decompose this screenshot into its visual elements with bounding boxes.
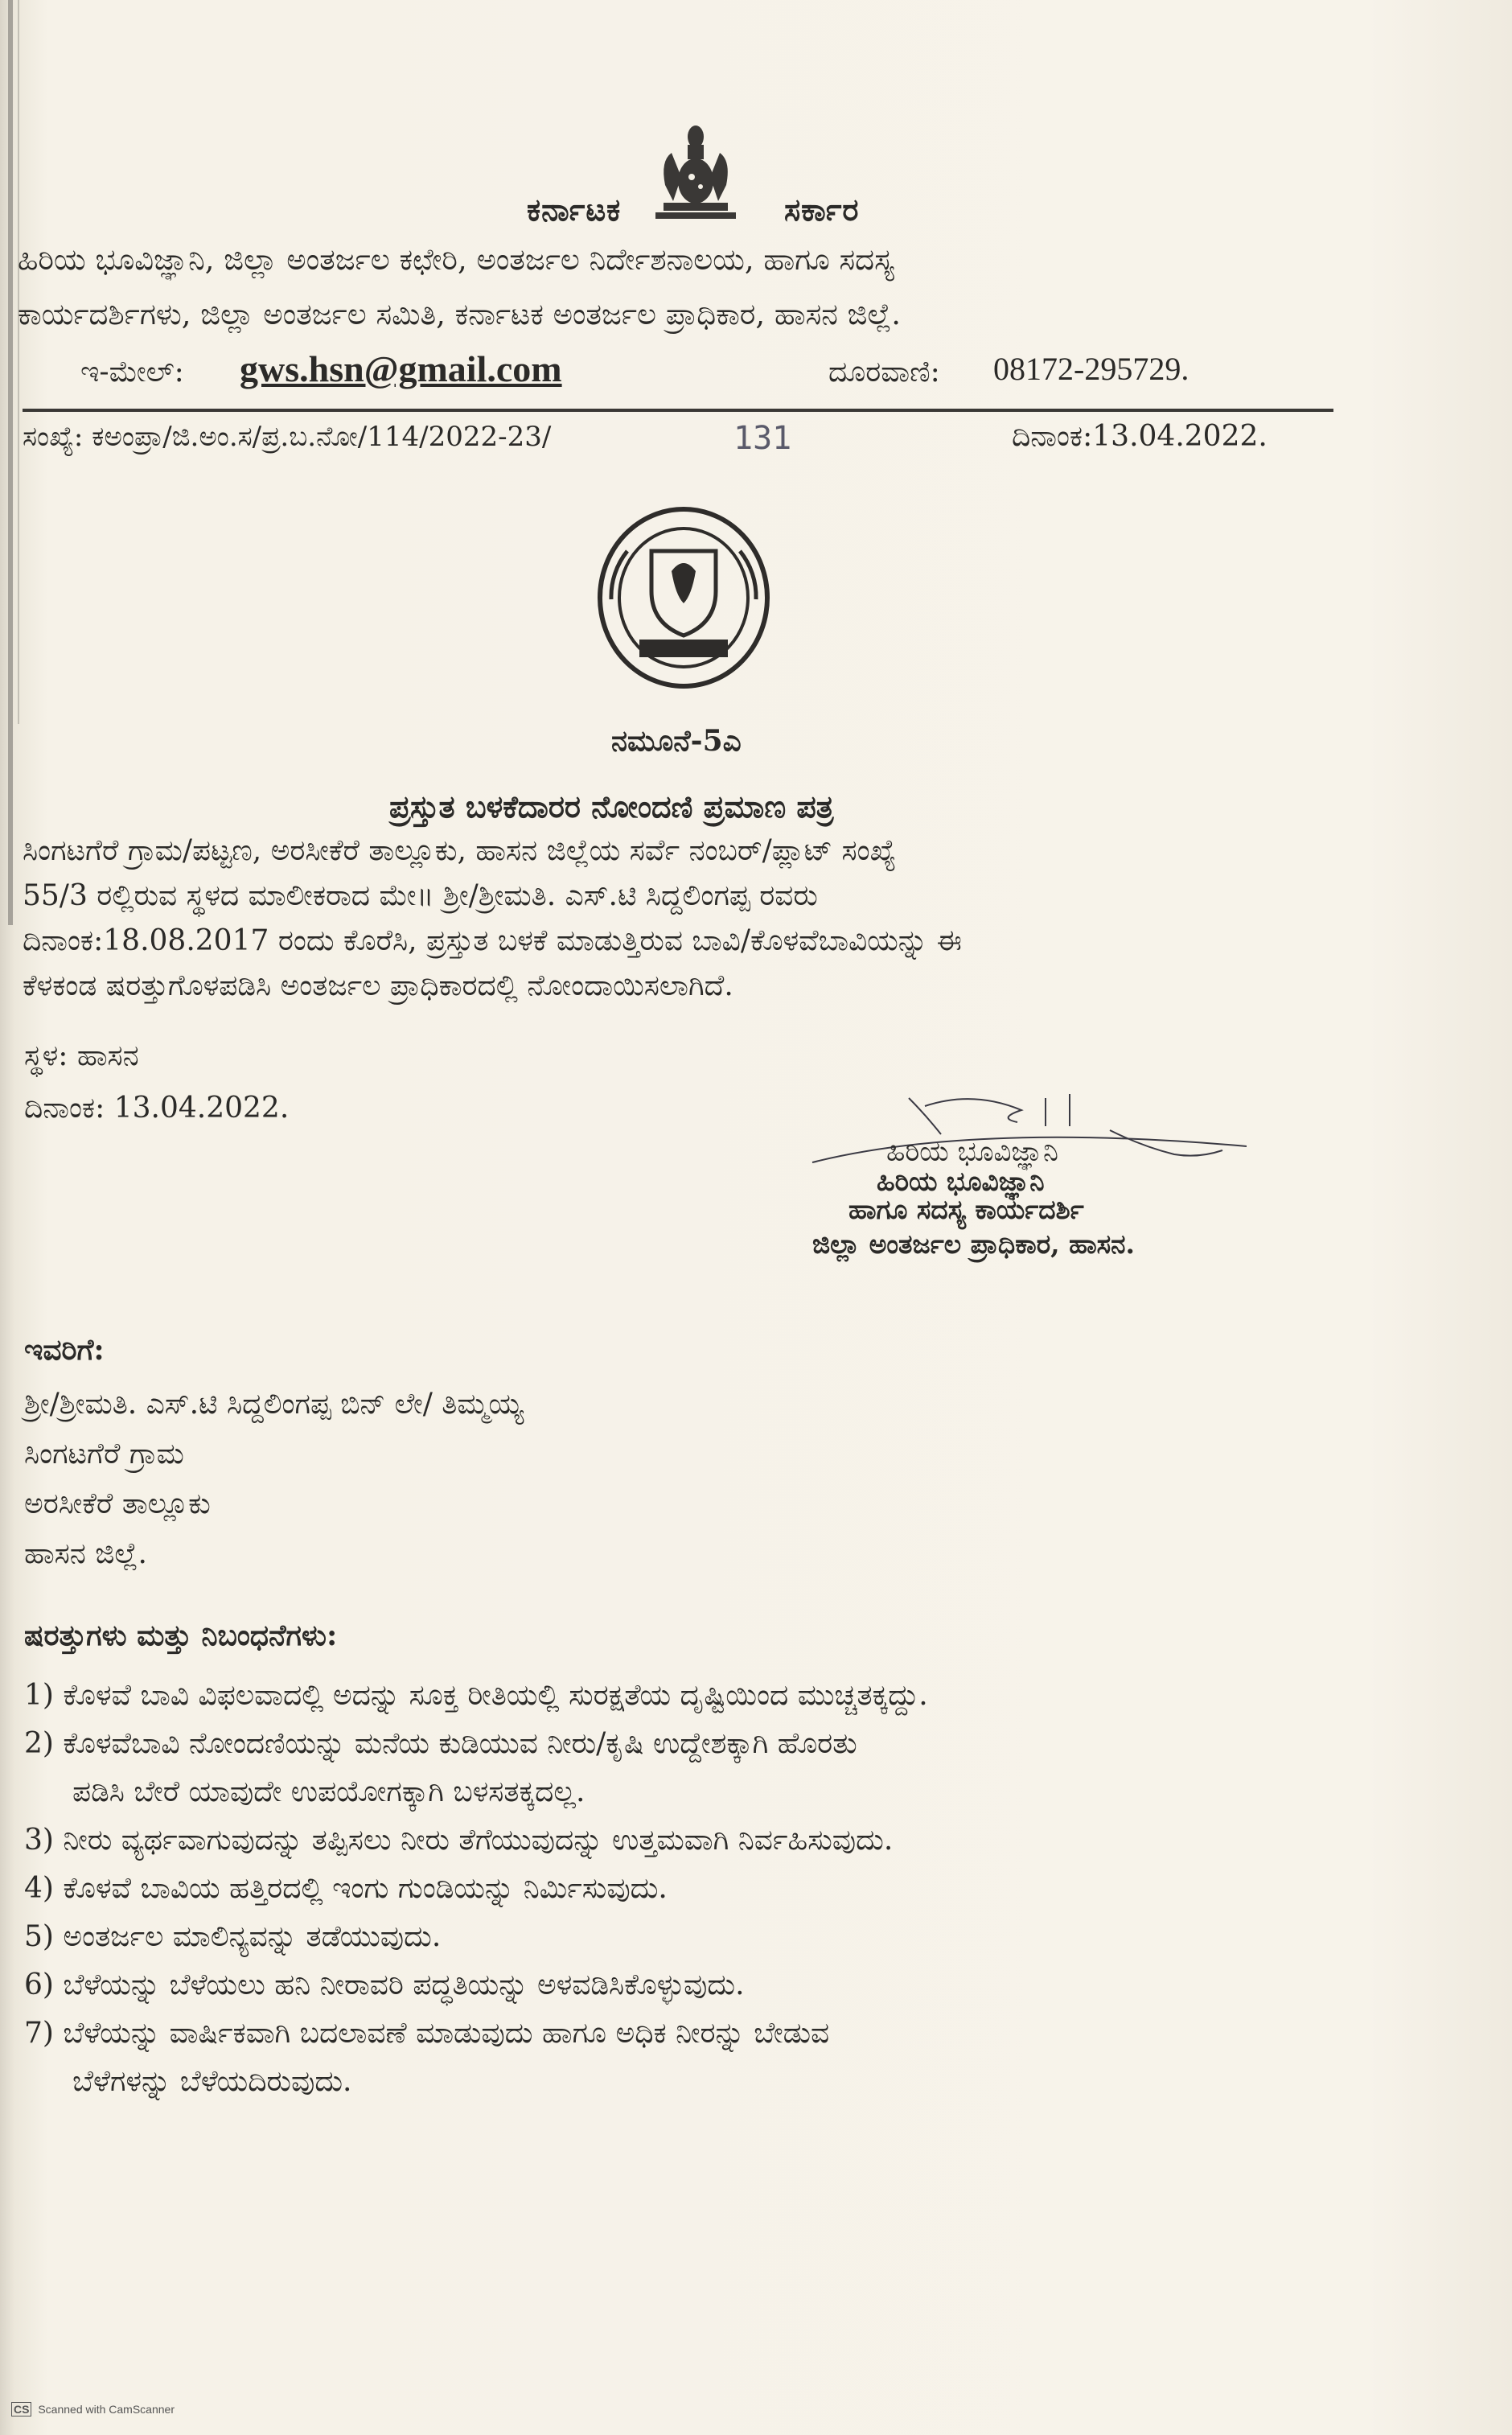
- certificate-title: ಪ್ರಸ್ತುತ ಬಳಕೆದಾರರ ನೋಂದಣಿ ಪ್ರಮಾಣ ಪತ್ರ: [389, 788, 834, 825]
- certificate-body: [23, 829, 1309, 1009]
- form-number: ನಮೂನೆ-5ಎ: [611, 724, 742, 758]
- recipient-line-4: ಹಾಸನ ಜಿಲ್ಲೆ.: [24, 1537, 147, 1570]
- signatory-block: [812, 1134, 1311, 1263]
- recipient-label: ಇವರಿಗೆ:: [24, 1333, 105, 1367]
- phone-number: 08172-295729.: [993, 351, 1189, 387]
- scanner-watermark: [11, 2402, 175, 2416]
- recipient-line-2: ಸಿಂಗಟಗೆರೆ ಗ್ರಾಮ: [24, 1438, 184, 1470]
- condition-item-7-cont: ಬೆಳೆಗಳನ್ನು ಬೆಳೆಯದಿರುವುದು.: [72, 2065, 352, 2098]
- condition-item-2-cont: ಪಡಿಸಿ ಬೇರೆ ಯಾವುದೇ ಉಪಯೋಗಕ್ಕಾಗಿ ಬಳಸತಕ್ಕದಲ್ಲ.: [72, 1775, 585, 1808]
- recipient-address: [24, 1380, 524, 1579]
- condition-item-7: 7) ಬೆಳೆಯನ್ನು ವಾರ್ಷಿಕವಾಗಿ ಬದಲಾವಣೆ ಮಾಡುವುದು ಹಾಗೂ ಅಧಿಕ ನೀರನ್ನು ಬೇಡುವ: [24, 2017, 830, 2050]
- email-label: ಇ-ಮೇಲ್:: [80, 356, 184, 389]
- header-divider: [23, 409, 1333, 412]
- reference-handwritten: 131: [733, 420, 792, 457]
- govt-label-right: ಸರ್ಕಾರ: [784, 191, 860, 228]
- email-link[interactable]: gws.hsn@gmail.com: [240, 348, 562, 389]
- recipient-line-1: ಶ್ರೀ/ಶ್ರೀಮತಿ. ಎಸ್.ಟಿ ಸಿದ್ದಲಿಂಗಪ್ಪ ಬಿನ್ ಲೇ/ ತಿಮ್ಮಯ್ಯ: [24, 1388, 524, 1421]
- reference-number: ಸಂಖ್ಯೆ: ಕಅಂಪ್ರಾ/ಜಿ.ಅಂ.ಸ/ಪ್ರ.ಬ.ನೋ/114/2022-23/: [23, 421, 552, 453]
- body-line-2: 55/3 ರಲ್ಲಿರುವ ಸ್ಥಳದ ಮಾಲೀಕರಾದ ಮೇ॥ ಶ್ರೀ/ಶ್ರೀಮತಿ. ಎಸ್.ಟಿ ಸಿದ್ದಲಿಂಗಪ್ಪ ರವರು: [23, 879, 818, 912]
- condition-item-5: 5) ಅಂತರ್ಜಲ ಮಾಲಿನ್ಯವನ್ನು ತಡೆಯುವುದು.: [24, 1920, 442, 1953]
- place-label: ಸ್ಥಳ: ಹಾಸನ: [24, 1039, 139, 1072]
- govt-label-left: ಕರ್ನಾಟಕ: [527, 191, 622, 228]
- reference-date: ದಿನಾಂಕ:13.04.2022.: [1012, 420, 1268, 453]
- condition-item-1: 1) ಕೊಳವೆ ಬಾವಿ ವಿಫಲವಾದಲ್ಲಿ ಅದನ್ನು ಸೂಕ್ತ ರೀತಿಯಲ್ಲಿ ಸುರಕ್ಷತೆಯ ದೃಷ್ಟಿಯಿಂದ ಮುಚ್ಚತಕ್ಕದ್ದು.: [24, 1679, 928, 1712]
- issue-date: ದಿನಾಂಕ: 13.04.2022.: [24, 1092, 290, 1125]
- binding-edge-shadow: [18, 0, 19, 724]
- office-line-2: ಕಾರ್ಯದರ್ಶಿಗಳು, ಜಿಲ್ಲಾ ಅಂತರ್ಜಲ ಸಮಿತಿ, ಕರ್ನಾಟಕ ಅಂತರ್ಜಲ ಪ್ರಾಧಿಕಾರ, ಹಾಸನ ಜಿಲ್ಲೆ.: [18, 297, 902, 331]
- groundwater-authority-seal-icon: [595, 503, 772, 692]
- signatory-line-1: ಹಿರಿಯ ಭೂವಿಜ್ಞಾನಿ: [886, 1136, 1058, 1168]
- conditions-heading: ಷರತ್ತುಗಳು ಮತ್ತು ನಿಬಂಧನೆಗಳು:: [24, 1619, 338, 1652]
- karnataka-emblem-icon: [647, 121, 744, 225]
- body-line-3: ದಿನಾಂಕ:18.08.2017 ರಂದು ಕೊರೆಸಿ, ಪ್ರಸ್ತುತ ಬಳಕೆ ಮಾಡುತ್ತಿರುವ ಬಾವಿ/ಕೊಳವೆಬಾವಿಯನ್ನು ಈ: [23, 924, 962, 957]
- body-line-1: ಸಿಂಗಟಗೆರೆ ಗ್ರಾಮ/ಪಟ್ಟಣ, ಅರಸೀಕೆರೆ ತಾಲ್ಲೂಕು, ಹಾಸನ ಜಿಲ್ಲೆಯ ಸರ್ವೆ ನಂಬರ್/ಪ್ಲಾಟ್ ಸಂಖ್ಯೆ: [23, 834, 897, 867]
- camscanner-logo-icon: CS: [11, 2402, 31, 2416]
- body-line-4: ಕೆಳಕಂಡ ಷರತ್ತುಗೊಳಪಡಿಸಿ ಅಂತರ್ಜಲ ಪ್ರಾಧಿಕಾರದಲ್ಲಿ ನೋಂದಾಯಿಸಲಾಗಿದೆ.: [23, 969, 733, 1002]
- phone-label: ದೂರವಾಣಿ:: [828, 356, 940, 389]
- signatory-line-2: ಹಿರಿಯ ಭೂವಿಜ್ಞಾನಿ: [877, 1166, 1045, 1197]
- signatory-line-3: ಹಾಗೂ ಸದಸ್ಯ ಕಾರ್ಯದರ್ಶಿ: [848, 1194, 1084, 1225]
- scanner-text: Scanned with CamScanner: [38, 2403, 175, 2416]
- office-line-1: ಹಿರಿಯ ಭೂವಿಜ್ಞಾನಿ, ಜಿಲ್ಲಾ ಅಂತರ್ಜಲ ಕಛೇರಿ, ಅಂತರ್ಜಲ ನಿರ್ದೇಶನಾಲಯ, ಹಾಗೂ ಸದಸ್ಯ: [18, 242, 894, 277]
- signatory-line-4: ಜಿಲ್ಲಾ ಅಂತರ್ಜಲ ಪ್ರಾಧಿಕಾರ, ಹಾಸನ.: [812, 1228, 1136, 1260]
- binding-edge: [8, 0, 13, 925]
- condition-item-4: 4) ಕೊಳವೆ ಬಾವಿಯ ಹತ್ತಿರದಲ್ಲಿ ಇಂಗು ಗುಂಡಿಯನ್ನು ನಿರ್ಮಿಸುವುದು.: [24, 1872, 668, 1905]
- condition-item-2: 2) ಕೊಳವೆಬಾವಿ ನೋಂದಣಿಯನ್ನು ಮನೆಯ ಕುಡಿಯುವ ನೀರು/ಕೃಷಿ ಉದ್ದೇಶಕ್ಕಾಗಿ ಹೊರತು: [24, 1727, 857, 1760]
- recipient-line-3: ಅರಸೀಕೆರೆ ತಾಲ್ಲೂಕು: [24, 1487, 211, 1520]
- condition-item-6: 6) ಬೆಳೆಯನ್ನು ಬೆಳೆಯಲು ಹನಿ ನೀರಾವರಿ ಪದ್ಧತಿಯನ್ನು ಅಳವಡಿಸಿಕೊಳ್ಳುವುದು.: [24, 1968, 745, 2001]
- condition-item-3: 3) ನೀರು ವ್ಯರ್ಥವಾಗುವುದನ್ನು ತಪ್ಪಿಸಲು ನೀರು ತೆಗೆಯುವುದನ್ನು ಉತ್ತಮವಾಗಿ ನಿರ್ವಹಿಸುವುದು.: [24, 1824, 894, 1857]
